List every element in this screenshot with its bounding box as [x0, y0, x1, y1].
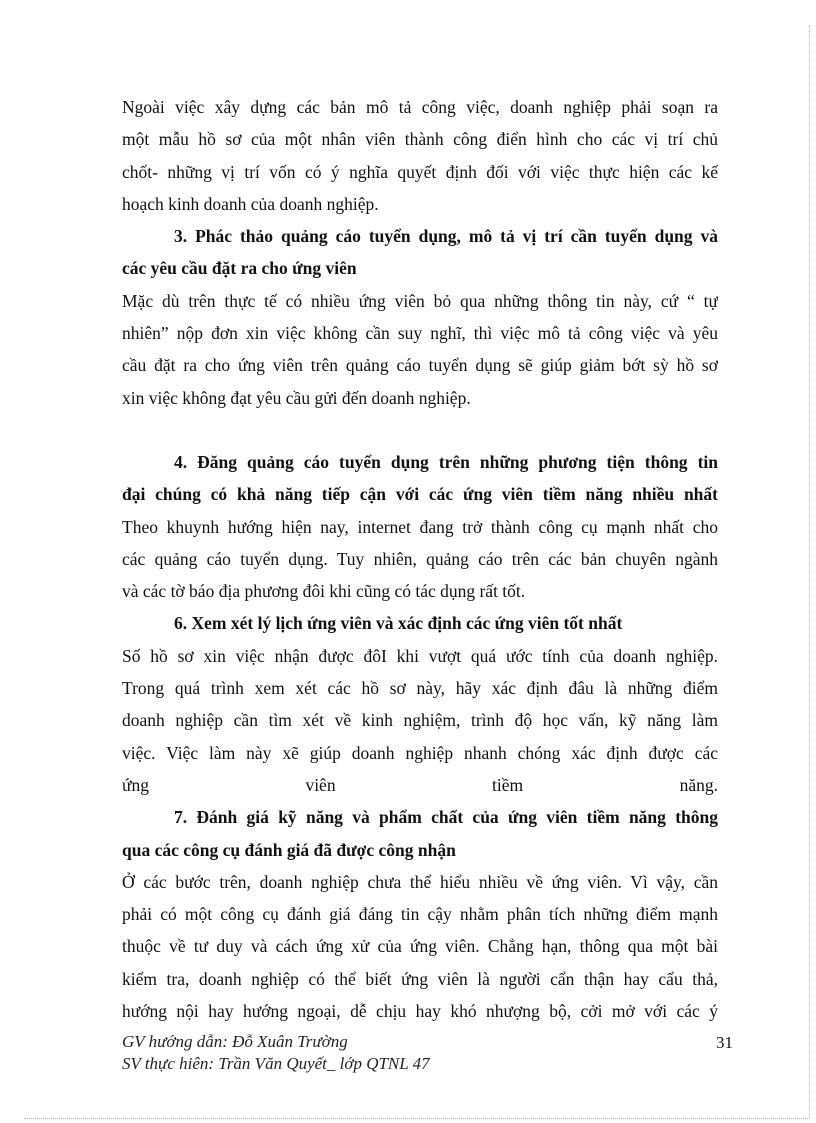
section-heading-7: 7. Đánh giá kỹ năng và phẩm chất của ứng viên tiềm năng thông — [174, 807, 718, 828]
section-heading-3: 3. Phác thảo quảng cáo tuyển dụng, mô tả vị trí cần tuyển dụng và — [174, 226, 718, 247]
paragraph-line: Số hồ sơ xin việc nhận được đôI khi vượt quá ước tính của doanh nghiệp. — [122, 645, 718, 666]
paragraph-line: hoạch kinh doanh của doanh nghiệp. — [122, 193, 379, 214]
paragraph-line: Ở các bước trên, doanh nghiệp chưa thể hiểu nhiều về ứng viên. Vì vậy, cần — [122, 871, 718, 892]
paragraph-line: các quảng cáo tuyển dụng. Tuy nhiên, quảng cáo trên các bản chuyên ngành — [122, 548, 718, 569]
paragraph-line: việc. Việc làm này xẽ giúp doanh nghiệp nhanh chóng xác định được các — [122, 742, 718, 763]
page-number: 31 — [716, 1033, 733, 1052]
blank-line — [122, 414, 718, 446]
paragraph-line: hướng nội hay hướng ngoại, dễ chịu hay khó nhượng bộ, cởi mở với các ý — [122, 1001, 718, 1022]
section-heading-4: 4. Đăng quảng cáo tuyển dụng trên những phương tiện thông tin — [174, 451, 718, 472]
paragraph-line: cầu đặt ra cho ứng viên trên quảng cáo tuyển dụng sẽ giúp giảm bớt sỳ hồ sơ — [122, 355, 718, 376]
page-border-bottom — [24, 1118, 810, 1119]
paragraph-line: Trong quá trình xem xét các hồ sơ này, hãy xác định đâu là những điểm — [122, 678, 718, 699]
section-heading-6: 6. Xem xét lý lịch ứng viên và xác định các ứng viên tốt nhất — [174, 613, 623, 634]
paragraph-line: và các tờ báo địa phương đôi khi cũng có tác dụng rất tốt. — [122, 581, 526, 602]
paragraph-line: doanh nghiệp cần tìm xét về kinh nghiệm, trình độ học vấn, kỹ năng làm — [122, 710, 718, 731]
paragraph-line: thuộc về tư duy và cách ứng xử của ứng viên. Chẳng hạn, thông qua một bài — [122, 936, 718, 957]
paragraph-line: ứng viên tiềm năng. — [122, 774, 718, 795]
paragraph-line: phải có một công cụ đánh giá đáng tin cậy nhằm phân tích những điểm mạnh — [122, 904, 718, 925]
section-heading-3-cont: các yêu cầu đặt ra cho ứng viên — [122, 258, 357, 279]
paragraph-line: xin việc không đạt yêu cầu gửi đến doanh nghiệp. — [122, 387, 471, 408]
page-footer — [122, 1031, 738, 1075]
paragraph-line: Mặc dù trên thực tế có nhiều ứng viên bỏ qua những thông tin này, cứ “ tự — [122, 290, 718, 311]
paragraph-line: chốt- những vị trí vốn có ý nghĩa quyết định đối với việc thực hiện các kế — [122, 161, 718, 182]
footer-student: SV thực hiên: Trần Văn Quyết_ lớp QTNL 47 — [122, 1054, 430, 1073]
page-border-right — [809, 26, 810, 1116]
section-heading-7-cont: qua các công cụ đánh giá đã được công nhận — [122, 839, 456, 860]
section-heading-4-cont: đại chúng có khả năng tiếp cận với các ứng viên tiềm năng nhiều nhất — [122, 484, 718, 505]
paragraph-line: nhiên” nộp đơn xin việc không cần suy nghĩ, thì việc mô tả công việc và yêu — [122, 323, 718, 344]
paragraph-line: một mẫu hồ sơ của một nhân viên thành công điển hình cho các vị trí chủ — [122, 129, 718, 150]
document-body — [122, 91, 718, 1027]
paragraph-line: kiểm tra, doanh nghiệp có thể biết ứng viên là người cẩn thận hay cẩu thả, — [122, 968, 718, 989]
paragraph-line: Theo khuynh hướng hiện nay, internet đang trở thành công cụ mạnh nhất cho — [122, 516, 718, 537]
paragraph-line: Ngoài việc xây dựng các bản mô tả công việc, doanh nghiệp phải soạn ra — [122, 97, 718, 117]
footer-advisor: GV hướng dẫn: Đỗ Xuân Trường — [122, 1032, 348, 1051]
